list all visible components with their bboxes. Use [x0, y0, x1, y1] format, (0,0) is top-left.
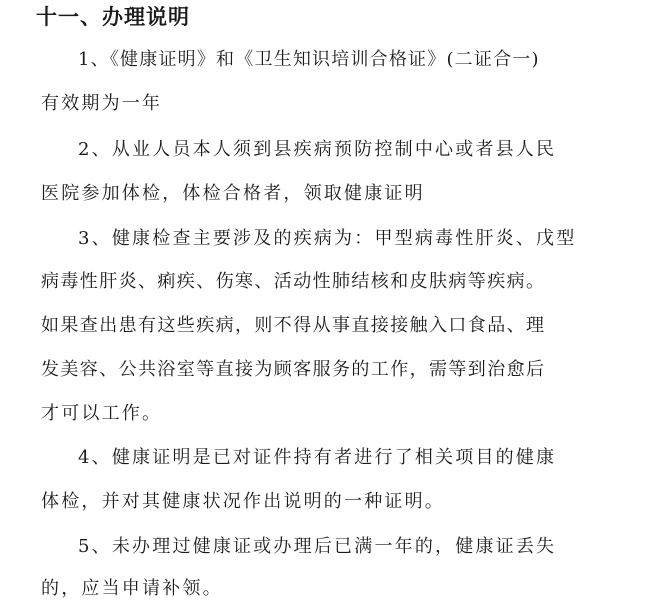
item-1-line-1: 1、《健康证明》和《卫生知识培训合格证》(二证合一) — [78, 49, 540, 70]
item-3-line-1: 3、健康检查主要涉及的疾病为：甲型病毒性肝炎、戊型 — [78, 228, 577, 249]
item-5-line-2: 的，应当申请补领。 — [41, 578, 223, 599]
section-heading: 十一、办理说明 — [36, 5, 190, 29]
item-3-line-4: 发美容、公共浴室等直接为顾客服务的工作，需等到治愈后 — [41, 359, 546, 380]
item-3-line-2: 病毒性肝炎、痢疾、伤寒、活动性肺结核和皮肤病等疾病。 — [41, 271, 546, 292]
item-2-line-1: 2、从业人员本人须到县疾病预防控制中心或者县人民 — [78, 139, 557, 160]
item-4-line-2: 体检，并对其健康状况作出说明的一种证明。 — [41, 491, 445, 512]
item-1-line-2: 有效期为一年 — [41, 93, 163, 114]
item-3-line-5: 才可以工作。 — [41, 403, 163, 424]
item-4-line-1: 4、健康证明是已对证件持有者进行了相关项目的健康 — [78, 447, 557, 468]
item-3-line-3: 如果查出患有这些疾病，则不得从事直接接触入口食品、理 — [41, 315, 546, 336]
item-5-line-1: 5、未办理过健康证或办理后已满一年的，健康证丢失 — [78, 536, 557, 557]
item-2-line-2: 医院参加体检，体检合格者，领取健康证明 — [41, 183, 425, 204]
